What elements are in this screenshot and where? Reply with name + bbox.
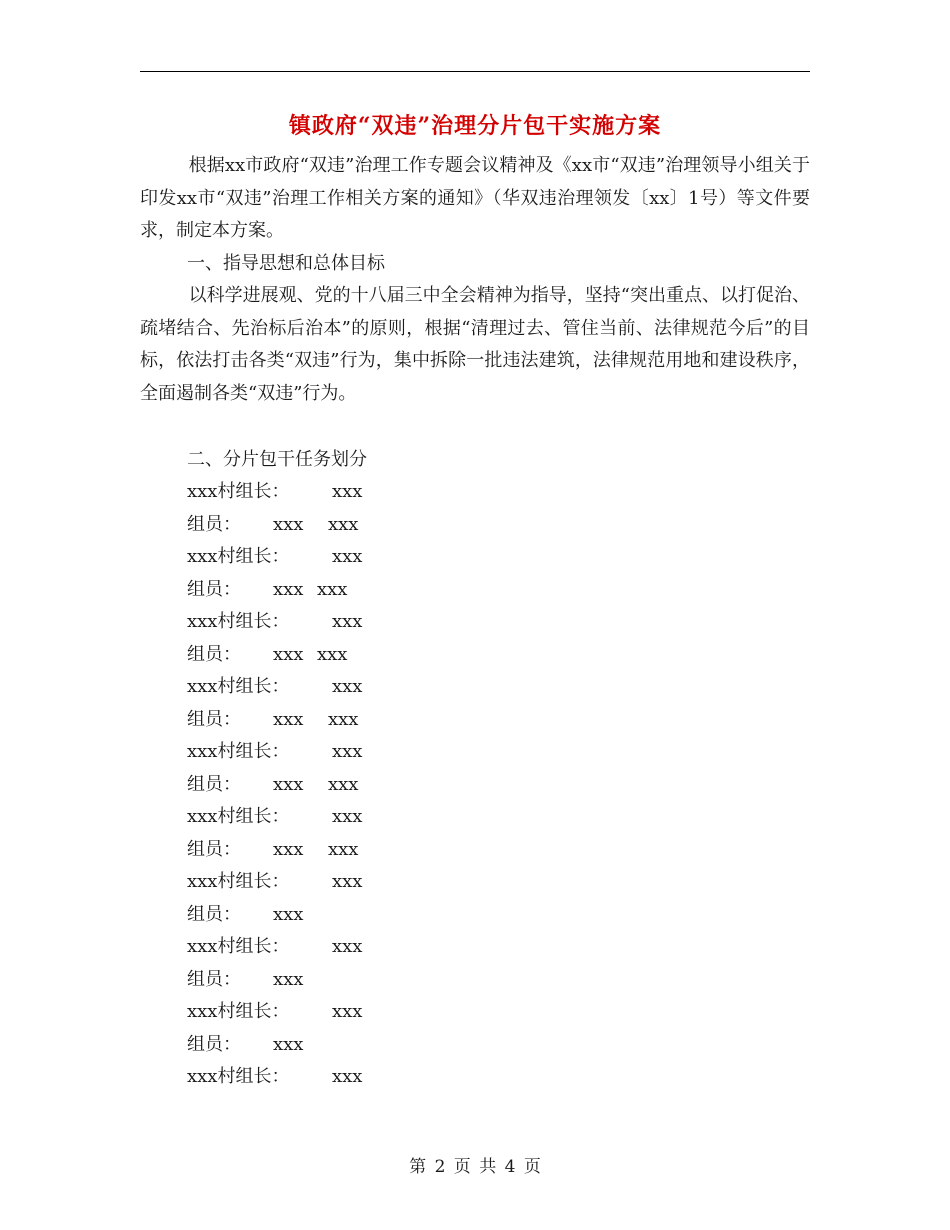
leader-label: xxx村组长： — [187, 1001, 290, 1022]
leader-label: xxx村组长： — [187, 481, 290, 502]
member-name: xxx — [273, 513, 304, 535]
header-rule — [140, 71, 810, 72]
section-heading-guiding-principles: 一、指导思想和总体目标 — [187, 253, 385, 274]
assignment-list — [187, 476, 747, 1094]
team-leader-row — [187, 1061, 747, 1094]
guiding-principles-paragraph: 以科学进展观、党的十八届三中全会精神为指导，坚持“突出重点、以打促治、疏堵结合、先治标后治本”的原则，根据“清理过去、管住当前、法律规范今后”的目标，依法打击各类“双违”行为，集中拆除一批违法建筑，法律规范用地和建设秩序，全面遏制各类“双违”行为。 — [140, 285, 810, 404]
leader-label: xxx村组长： — [187, 741, 290, 762]
leader-name: xxx — [332, 871, 363, 892]
leader-name: xxx — [332, 1001, 363, 1022]
team-leader-row — [187, 476, 747, 509]
leader-label: xxx村组长： — [187, 871, 290, 892]
team-members-row — [187, 639, 747, 672]
team-members-row — [187, 834, 747, 867]
member-name: xxx — [273, 838, 304, 860]
leader-name: xxx — [332, 936, 363, 957]
members-label: 组员： — [187, 708, 241, 730]
team-leader-row — [187, 996, 747, 1029]
member-name: xxx — [328, 773, 359, 795]
members-label: 组员： — [187, 643, 241, 665]
team-members-row — [187, 1029, 747, 1062]
members-label: 组员： — [187, 773, 241, 795]
member-name: xxx — [317, 578, 348, 600]
intro-paragraph: 根据xx市政府“双违”治理工作专题会议精神及《xx市“双违”治理领导小组关于印发xx市“双违”治理工作相关方案的通知》（华双违治理领发〔xx〕1号）等文件要求，制定本方案。 — [140, 155, 810, 241]
members-label: 组员： — [187, 578, 241, 600]
members-label: 组员： — [187, 838, 241, 860]
member-name: xxx — [273, 903, 304, 925]
member-name: xxx — [273, 968, 304, 990]
leader-label: xxx村组长： — [187, 546, 290, 567]
members-label: 组员： — [187, 968, 241, 990]
leader-name: xxx — [332, 676, 363, 697]
leader-label: xxx村组长： — [187, 676, 290, 697]
members-label: 组员： — [187, 1033, 241, 1055]
team-leader-row — [187, 866, 747, 899]
member-name: xxx — [273, 578, 304, 600]
member-name: xxx — [273, 773, 304, 795]
team-leader-row — [187, 801, 747, 834]
leader-name: xxx — [332, 481, 363, 502]
member-name: xxx — [273, 1033, 304, 1055]
section-heading-task-division: 二、分片包干任务划分 — [187, 449, 367, 470]
leader-name: xxx — [332, 1066, 363, 1087]
team-members-row — [187, 509, 747, 542]
member-name: xxx — [317, 643, 348, 665]
members-label: 组员： — [187, 903, 241, 925]
team-members-row — [187, 964, 747, 997]
team-leader-row — [187, 931, 747, 964]
leader-name: xxx — [332, 741, 363, 762]
leader-name: xxx — [332, 806, 363, 827]
leader-label: xxx村组长： — [187, 1066, 290, 1087]
team-leader-row — [187, 541, 747, 574]
team-members-row — [187, 574, 747, 607]
team-members-row — [187, 704, 747, 737]
leader-label: xxx村组长： — [187, 611, 290, 632]
team-members-row — [187, 769, 747, 802]
member-name: xxx — [328, 708, 359, 730]
leader-name: xxx — [332, 546, 363, 567]
leader-label: xxx村组长： — [187, 936, 290, 957]
leader-name: xxx — [332, 611, 363, 632]
member-name: xxx — [328, 838, 359, 860]
leader-label: xxx村组长： — [187, 806, 290, 827]
team-leader-row — [187, 606, 747, 639]
members-label: 组员： — [187, 513, 241, 535]
page-number: 第 2 页 共 4 页 — [409, 1157, 541, 1177]
team-members-row — [187, 899, 747, 932]
team-leader-row — [187, 736, 747, 769]
member-name: xxx — [273, 708, 304, 730]
member-name: xxx — [273, 643, 304, 665]
document-title: 镇政府“双违”治理分片包干实施方案 — [288, 113, 662, 139]
team-leader-row — [187, 671, 747, 704]
member-name: xxx — [328, 513, 359, 535]
